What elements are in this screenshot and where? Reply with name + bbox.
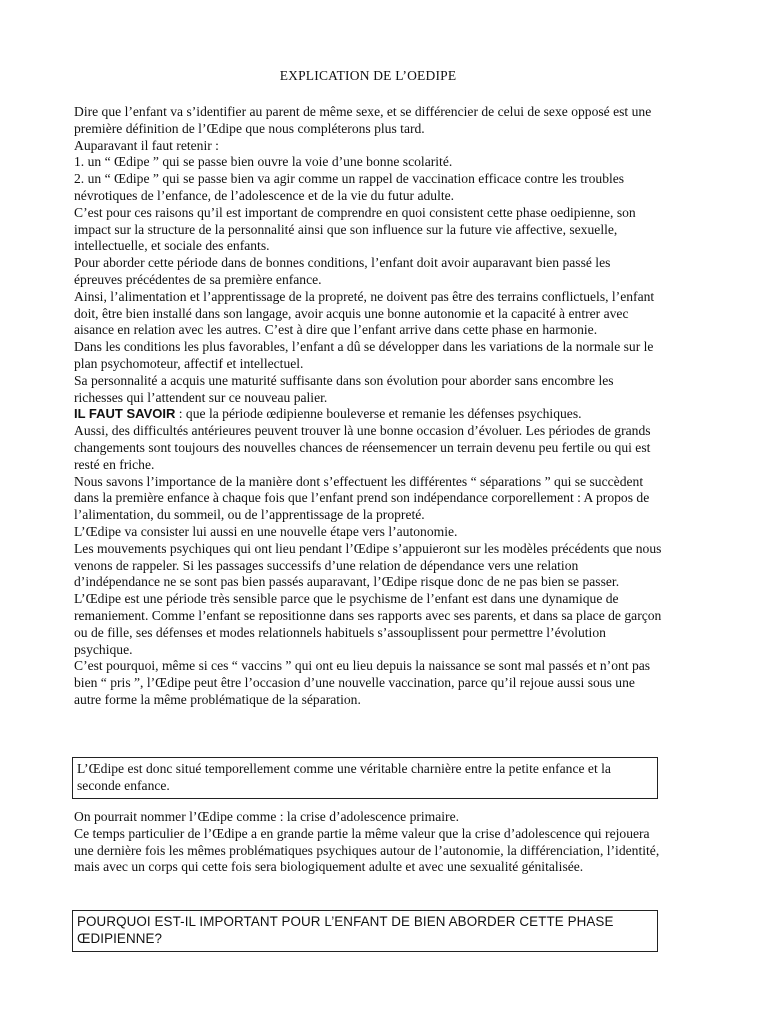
paragraph: Auparavant il faut retenir : — [74, 137, 219, 153]
paragraph: Dans les conditions les plus favorables, l’enfant a dû se développer dans les variations de la normale sur le plan psychomoteur, affectif et intellectuel. — [74, 339, 654, 371]
paragraph: Sa personnalité a acquis une maturité suffisante dans son évolution pour aborder sans encombre les richesses qui l’attendent sur ce nouveau palier. — [74, 372, 614, 405]
paragraph: Pour aborder cette période dans de bonnes conditions, l’enfant doit avoir auparavant bien passé les épreuves précédentes de sa première enfance. — [74, 255, 611, 287]
paragraph: 2. un “ Œdipe ” qui se passe bien va agir comme un rappel de vaccination efficace contre les troubles névrotiques de l’enfance, de l’adolescence et de la vie du futur adulte. — [74, 171, 625, 203]
paragraph: Ce temps particulier de l’Œdipe a en grande partie la même valeur que la crise d’adolescence qui rejouera une dernière fois les mêmes problématiques psychiques autour de l’autonomie, la différenciation, l’identité, mais avec un corps qui cette fois sera biologiquement adulte et avec une sexualité génitalisée. — [74, 825, 660, 875]
paragraph: Ainsi, l’alimentation et l’apprentissage de la propreté, ne doivent pas être des terrains conflictuels, l’enfant doit, être bien installé dans son langage, avoir acquis une bonne autonomie et la capacité à entrer avec aisance en relation avec les autres. C’est à dire que l’enfant arrive dans cette phase en harmonie. — [74, 288, 655, 338]
paragraph: Aussi, des difficultés antérieures peuvent trouver là une bonne occasion d’évoluer. Les périodes de grands changements sont toujours des nouvelles chances de réensemencer un terrain devenu peu fertile ou qui est resté en friche. — [74, 423, 651, 472]
paragraph: Les mouvements psychiques qui ont lieu pendant l’Œdipe s’appuieront sur les modèles précédents que nous venons de rappeler. Si les passages successifs d’une relation de dépendance vers une relation d’indépendance ne se sont pas bien passés auparavant, l’Œdipe risque donc de ne pas bien se passer. — [74, 540, 662, 590]
paragraph: On pourrait nommer l’Œdipe comme : la crise d’adolescence primaire. — [74, 809, 460, 824]
paragraph: C’est pourquoi, même si ces “ vaccins ” qui ont eu lieu depuis la naissance se sont mal passés et n’ont pas bien “ pris ”, l’Œdipe peut être l’occasion d’une nouvelle vaccination, parce qu’il rejoue aussi sous une autre forme la même problématique de la séparation. — [74, 658, 651, 707]
paragraph: Nous savons l’importance de la manière dont s’effectuent les différentes “ séparations ” qui se succèdent dans la première enfance à chaque fois que l’enfant prend son indépendance corporellement : A propos de l’alimentation, du sommeil, ou de l’apprentissage de la propreté. — [74, 473, 650, 523]
il-faut-savoir-text: : que la période œdipienne bouleverse et remanie les défenses psychiques. — [175, 406, 582, 422]
charniere-callout-box: L’Œdipe est donc situé temporellement comme une véritable charnière entre la petite enfance et la seconde enfance. — [72, 757, 658, 799]
il-faut-savoir-label: IL FAUT SAVOIR — [74, 406, 176, 422]
document-tail — [74, 809, 662, 876]
paragraph: L’Œdipe va consister lui aussi en une nouvelle étape vers l’autonomie. — [74, 523, 458, 539]
paragraph: 1. un “ Œdipe ” qui se passe bien ouvre la voie d’une bonne scolarité. — [74, 154, 453, 170]
paragraph: C’est pour ces raisons qu’il est important de comprendre en quoi consistent cette phase oedipienne, son impact sur la structure de la personnalité ainsi que son influence sur la future vie affective, sexuelle, intellectuelle, et sociale des enfants. — [74, 204, 636, 254]
il-faut-savoir-paragraph — [74, 406, 662, 423]
document-title: EXPLICATION DE L’OEDIPE — [279, 68, 457, 83]
paragraph: Dire que l’enfant va s’identifier au parent de même sexe, et se différencier de celui de sexe opposé est une première définition de l’Œdipe que nous compléterons plus tard. — [74, 104, 652, 136]
document-body — [74, 104, 662, 709]
paragraph: L’Œdipe est une période très sensible parce que le psychisme de l’enfant est dans une dynamique de remaniement. Comme l’enfant se repositionne dans ses rapports avec ses parents, et dans sa place de garçon ou de fille, ses défenses et modes relationnels habituels s’assouplissent pour permettre l’évolution psychique. — [74, 591, 662, 657]
question-callout-box: POURQUOI EST-IL IMPORTANT POUR L’ENFANT DE BIEN ABORDER CETTE PHASE ŒDIPIENNE? — [72, 910, 658, 952]
